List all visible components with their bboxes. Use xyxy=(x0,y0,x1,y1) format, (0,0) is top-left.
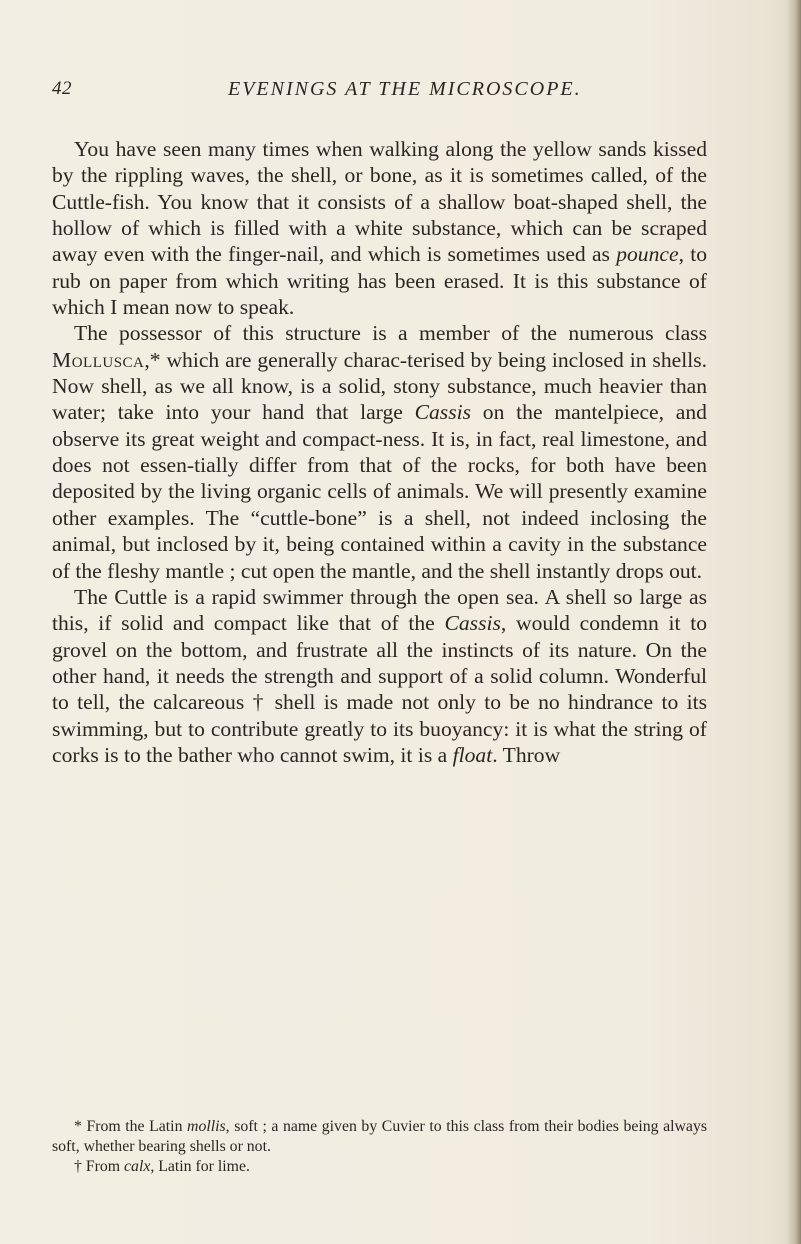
footnote-mollis: * From the Latin mollis, soft ; a name given by Cuvier to this class from their bodies being always soft, whether bearing shells or not. xyxy=(52,1118,707,1155)
page-edge-shadow xyxy=(787,0,801,1244)
footnote-calx: † From calx, Latin for lime. xyxy=(74,1158,250,1175)
paragraph-cuttle-fish-shell: You have seen many times when walking along the yellow sands kissed by the rippling waves, the shell, or bone, as it is sometimes called, of the Cuttle-fish. You know that it consists of a shallow boat-shaped shell, the hollow of which is filled with a white substance, which can be scraped away even with the finger-nail, and which is sometimes used as pounce, to rub on paper from which writing has been erased. It is this substance of which I mean now to speak. xyxy=(52,137,708,320)
italic-term: pounce xyxy=(616,242,679,267)
italic-term: Cassis xyxy=(414,400,472,425)
page-number: 42 xyxy=(52,78,72,99)
italic-term: float xyxy=(452,742,493,767)
paragraph-swimmer: The Cuttle is a rapid swimmer through the open sea. A shell so large as this, if solid and compact like that of the Cassis, would condemn it to grovel on the bottom, and frustrate all the instincts of its nature. On the other hand, it needs the strength and support of a solid column. Wonderful to tell, the calcareous † shell is made not only to be no hindrance to its swimming, but to contribute greatly to its buoyancy: it is what the string of corks is to the bather who cannot swim, it is a float. Throw xyxy=(52,584,707,767)
paragraph-mollusca: The possessor of this structure is a member of the numerous class Mollusca,* which are generally charac-terised by being inclosed in shells. Now shell, as we all know, is a solid, stony substance, much heavier than water; take into your hand that large Cassis on the mantelpiece, and observe its great weight and compact-ness. It is, in fact, real limestone, and does not essen-tially differ from that of the rocks, for both have been deposited by the living organic cells of animals. We will presently examine other examples. The “cuttle-bone” is a shell, not indeed inclosing the animal, but inclosed by it, being contained within a cavity in the substance of the fleshy mantle ; cut open the mantle, and the shell instantly drops out. xyxy=(52,321,707,583)
running-title: EVENINGS AT THE MICROSCOPE. xyxy=(228,78,582,100)
body-text xyxy=(52,136,707,768)
small-caps-term: Mollusca xyxy=(52,347,145,372)
italic-term: calx xyxy=(124,1158,151,1175)
footnotes xyxy=(52,1117,707,1177)
italic-term: Cassis xyxy=(444,611,501,636)
running-head xyxy=(52,78,712,108)
italic-term: mollis xyxy=(187,1118,226,1135)
